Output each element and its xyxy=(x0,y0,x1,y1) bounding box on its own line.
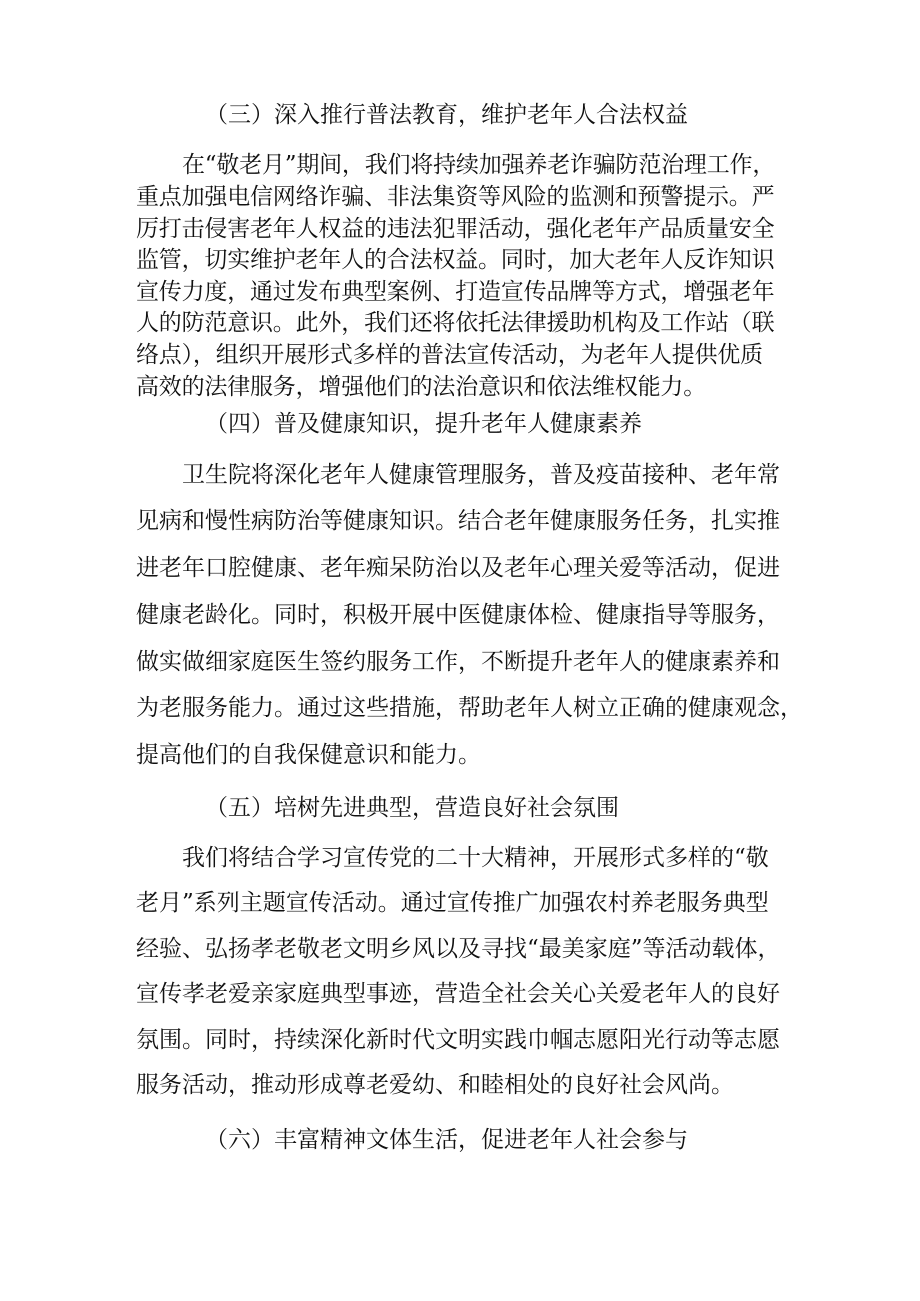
paragraph-line: 卫生院将深化老年人健康管理服务，普及疫苗接种、老年常 xyxy=(182,462,780,488)
paragraph-line: 做实做细家庭医生签约服务工作，不断提升老年人的健康素养和 xyxy=(136,649,780,675)
paragraph-line: 宣传力度，通过发布典型案例、打造宣传品牌等方式，增强老年 xyxy=(136,279,775,305)
paragraph-line: 在“敬老月”期间，我们将持续加强养老诈骗防范治理工作， xyxy=(182,152,776,178)
section-heading: （四）普及健康知识，提升老年人健康素养 xyxy=(205,411,642,437)
section-heading: （五）培树先进典型，营造良好社会氛围 xyxy=(205,795,619,821)
paragraph-line: 为老服务能力。通过这些措施，帮助老年人树立正确的健康观念， xyxy=(136,695,803,721)
paragraph-line: 宣传孝老爱亲家庭典型事迹，营造全社会关心关爱老年人的良好 xyxy=(136,981,780,1007)
paragraph-line: 老月”系列主题宣传活动。通过宣传推广加强农村养老服务典型 xyxy=(136,890,769,916)
paragraph-line: 服务活动，推动形成尊老爱幼、和睦相处的良好社会风尚。 xyxy=(136,1072,734,1098)
paragraph-line: 我们将结合学习宣传党的二十大精神，开展形式多样的“敬 xyxy=(182,845,769,871)
section-heading: （六）丰富精神文体生活，促进老年人社会参与 xyxy=(205,1127,688,1153)
paragraph-line: 人的防范意识。此外，我们还将依托法律援助机构及工作站（联 xyxy=(136,310,775,336)
paragraph-line: 氛围。同时，持续深化新时代文明实践巾帼志愿阳光行动等志愿 xyxy=(136,1027,780,1053)
paragraph-line: 监管，切实维护老年人的合法权益。同时，加大老年人反诈知识 xyxy=(136,247,775,273)
paragraph-line: 厉打击侵害老年人权益的违法犯罪活动，强化老年产品质量安全 xyxy=(136,216,775,242)
paragraph-line: 经验、弘扬孝老敬老文明乡风以及寻找“最美家庭”等活动载体， xyxy=(136,936,781,962)
paragraph-line: 见病和慢性病防治等健康知识。结合老年健康服务任务，扎实推 xyxy=(136,508,780,534)
paragraph-line: 重点加强电信网络诈骗、非法集资等风险的监测和预警提示。严 xyxy=(136,184,775,210)
paragraph-line: 络点），组织开展形式多样的普法宣传活动，为老年人提供优质 xyxy=(136,342,763,368)
paragraph-line: 进老年口腔健康、老年痴呆防治以及老年心理关爱等活动，促进 xyxy=(136,555,780,581)
section-heading: （三）深入推行普法教育，维护老年人合法权益 xyxy=(205,102,688,128)
paragraph-line: 高效的法律服务，增强他们的法治意识和依法维权能力。 xyxy=(136,374,707,400)
paragraph-line: 健康老龄化。同时，积极开展中医健康体检、健康指导等服务， xyxy=(136,602,780,628)
paragraph-line: 提高他们的自我保健意识和能力。 xyxy=(136,742,481,768)
